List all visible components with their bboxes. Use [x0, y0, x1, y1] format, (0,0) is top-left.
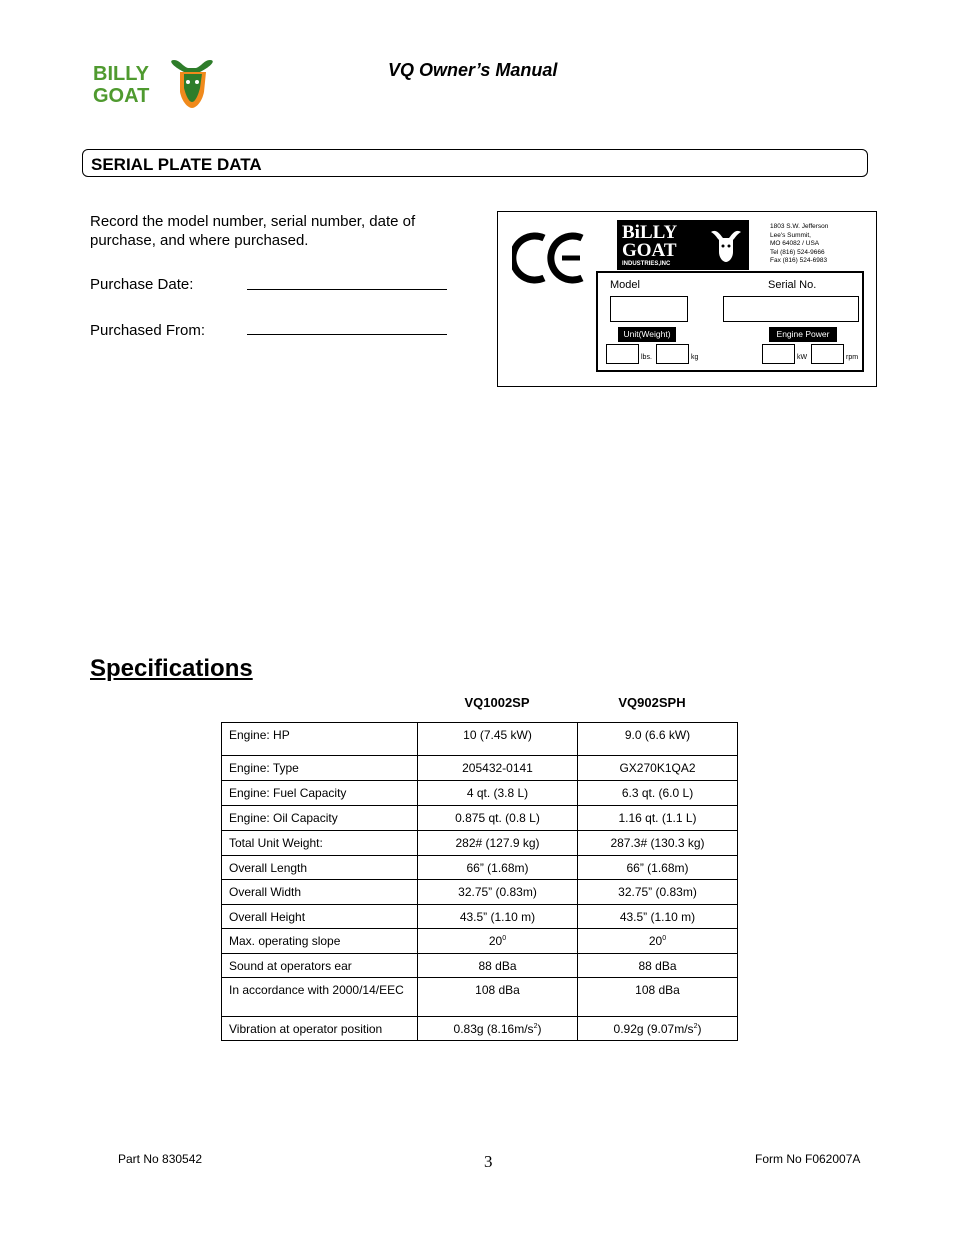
spec-value-vq902sph-text: 0.92g (9.07m/s: [613, 1022, 694, 1036]
spec-value-vq1002sp: [418, 723, 578, 756]
plate-engine-power-tag: Engine Power: [769, 327, 837, 342]
spec-label-text: Engine: Fuel Capacity: [229, 786, 347, 800]
spec-value-vq902sph-text: 66” (1.68m): [626, 861, 689, 875]
specifications-table: [221, 722, 738, 1041]
address-line: 1803 S.W. Jefferson: [770, 223, 829, 230]
ce-mark-icon: [512, 230, 588, 286]
superscript: 2: [693, 1023, 698, 1030]
plate-brand-logo: [617, 220, 749, 270]
plate-kg-box: [656, 344, 689, 364]
spec-value-vq902sph: [578, 880, 738, 905]
table-row: [222, 856, 738, 880]
spec-value-vq1002sp-text: 88 dBa: [478, 959, 517, 973]
spec-value-vq902sph-text: 6.3 qt. (6.0 L): [621, 786, 694, 800]
plate-serial-box: [723, 296, 859, 322]
spec-value-vq1002sp-text: 0.875 qt. (0.8 L): [455, 811, 540, 825]
table-row: [222, 806, 738, 831]
spec-value-vq902sph: [578, 856, 738, 880]
spec-label: [222, 905, 418, 929]
purchase-date-label: Purchase Date:: [90, 276, 194, 293]
spec-value-vq1002sp-text: 43.5” (1.10 m): [459, 910, 536, 924]
spec-value-vq902sph: [578, 905, 738, 929]
column-header-vq902sph: VQ902SPH: [618, 695, 686, 710]
plate-brand-line2: GOAT: [622, 240, 677, 261]
superscript: 2: [533, 1023, 538, 1030]
spec-value-vq902sph-text: GX270K1QA2: [619, 761, 696, 775]
spec-value-vq1002sp-text: 20: [488, 934, 503, 948]
page-number: 3: [484, 1152, 493, 1171]
spec-label-text: Sound at operators ear: [229, 959, 352, 973]
plate-brand-line1: BiLLY: [622, 222, 678, 243]
spec-value-vq1002sp: [418, 905, 578, 929]
spec-value-vq1002sp: [418, 880, 578, 905]
spec-value-vq902sph-text: 32.75” (0.83m): [618, 885, 697, 899]
address-line: Fax (816) 524-6983: [770, 257, 828, 265]
goat-head-icon: [707, 226, 745, 264]
spec-value-vq1002sp: [418, 1017, 578, 1041]
footer-part-number: Part No 830542: [118, 1152, 203, 1166]
intro-text: Record the model number, serial number, date of purchase, and where purchased.: [90, 213, 416, 249]
plate-unit-kg: kg: [691, 354, 699, 361]
spec-label: [222, 723, 418, 756]
spec-value-vq1002sp-text: 108 dBa: [475, 983, 520, 997]
footer-form-number: Form No F062007A: [755, 1152, 861, 1166]
spec-value-vq902sph: [578, 929, 738, 954]
spec-label: [222, 856, 418, 880]
plate-unit-lbs: lbs.: [641, 354, 652, 361]
plate-address: [770, 223, 828, 266]
spec-label: [222, 978, 418, 1017]
spec-value-vq902sph: [578, 978, 738, 1017]
spec-value-vq1002sp-text: 205432-0141: [462, 761, 533, 775]
plate-unit-rpm: rpm: [846, 354, 859, 361]
spec-value-vq902sph-text: 88 dBa: [638, 959, 677, 973]
spec-value-vq1002sp-text: 282# (127.9 kg): [455, 836, 540, 850]
purchased-from-label: Purchased From:: [90, 322, 206, 339]
purchase-date-line: [247, 289, 447, 290]
billy-goat-logo: [92, 58, 218, 112]
spec-value-vq902sph-text: 108 dBa: [635, 983, 680, 997]
column-header-vq1002sp: VQ1002SP: [464, 695, 530, 710]
spec-value-vq1002sp-text: 66” (1.68m): [466, 861, 529, 875]
spec-value-vq902sph-text: 43.5” (1.10 m): [619, 910, 696, 924]
spec-value-vq902sph: [578, 781, 738, 806]
spec-value-vq1002sp: [418, 929, 578, 954]
table-row: [222, 880, 738, 905]
spec-label: [222, 781, 418, 806]
spec-value-vq1002sp-text: 0.83g (8.16m/s: [453, 1022, 534, 1036]
closing-paren: ): [697, 1022, 702, 1036]
table-row: [222, 929, 738, 954]
spec-label-text: Total Unit Weight:: [229, 836, 323, 850]
table-row: [222, 756, 738, 781]
table-row: [222, 954, 738, 978]
spec-label: [222, 954, 418, 978]
section-header: [82, 149, 868, 177]
address-line: Tel (816) 524-9666: [770, 248, 825, 256]
spec-label-text: Overall Width: [229, 885, 302, 899]
spec-label: [222, 831, 418, 856]
plate-lbs-box: [606, 344, 639, 364]
section-title: SERIAL PLATE DATA: [91, 155, 262, 174]
plate-rpm-box: [811, 344, 844, 364]
address-line: MO 64082 / USA: [770, 240, 820, 248]
spec-value-vq902sph: [578, 756, 738, 781]
address-line: Lee's Summit,: [770, 231, 811, 239]
plate-data-panel: [596, 271, 864, 372]
spec-value-vq902sph-text: 1.16 qt. (1.1 L): [618, 811, 697, 825]
plate-unit-kw: kW: [797, 354, 808, 361]
spec-value-vq1002sp: [418, 831, 578, 856]
spec-value-vq1002sp: [418, 978, 578, 1017]
spec-label-text: Overall Length: [229, 861, 308, 875]
spec-label-text: Engine: Type: [229, 761, 299, 775]
superscript: 0: [502, 935, 507, 942]
spec-label: [222, 880, 418, 905]
spec-value-vq1002sp: [418, 856, 578, 880]
spec-label-text: Vibration at operator position: [229, 1022, 383, 1036]
spec-value-vq902sph: [578, 1017, 738, 1041]
plate-unit-weight-tag: Unit(Weight): [618, 327, 676, 342]
spec-label: [222, 1017, 418, 1041]
logo-text-goat: GOAT: [93, 85, 150, 107]
spec-value-vq902sph-text: 9.0 (6.6 kW): [624, 728, 691, 742]
spec-label: [222, 806, 418, 831]
table-row: [222, 1017, 738, 1041]
spec-value-vq902sph: [578, 806, 738, 831]
table-row: [222, 723, 738, 756]
table-row: [222, 978, 738, 1017]
spec-label-text: Max. operating slope: [229, 934, 341, 948]
spec-label-text: In accordance with 2000/14/EEC: [229, 983, 404, 997]
plate-serial-label: Serial No.: [768, 279, 817, 291]
table-row: [222, 781, 738, 806]
spec-value-vq1002sp-text: 10 (7.45 kW): [463, 728, 532, 742]
table-row: [222, 831, 738, 856]
specifications-title: Specifications: [90, 655, 253, 682]
spec-value-vq1002sp: [418, 806, 578, 831]
spec-value-vq1002sp-text: 32.75” (0.83m): [458, 885, 537, 899]
spec-value-vq1002sp-text: 4 qt. (3.8 L): [466, 786, 529, 800]
spec-label: [222, 756, 418, 781]
spec-label-text: Engine: HP: [229, 728, 290, 742]
serial-plate-image: [497, 211, 877, 387]
spec-label-text: Overall Height: [229, 910, 306, 924]
spec-value-vq902sph: [578, 954, 738, 978]
closing-paren: ): [537, 1022, 542, 1036]
spec-label: [222, 929, 418, 954]
superscript: 0: [662, 935, 667, 942]
spec-value-vq1002sp: [418, 954, 578, 978]
plate-model-box: [610, 296, 688, 322]
table-row: [222, 905, 738, 929]
spec-value-vq1002sp: [418, 756, 578, 781]
plate-brand-sub: INDUSTRIES,INC: [622, 261, 671, 267]
spec-value-vq902sph: [578, 723, 738, 756]
purchased-from-line: [247, 334, 447, 335]
spec-value-vq1002sp: [418, 781, 578, 806]
plate-model-label: Model: [610, 279, 640, 291]
spec-label-text: Engine: Oil Capacity: [229, 811, 338, 825]
manual-title: VQ Owner’s Manual: [388, 60, 558, 80]
spec-value-vq902sph: [578, 831, 738, 856]
logo-text-billy: BILLY: [93, 63, 149, 85]
spec-value-vq902sph-text: 287.3# (130.3 kg): [610, 836, 705, 850]
plate-kw-box: [762, 344, 795, 364]
spec-value-vq902sph-text: 20: [648, 934, 663, 948]
